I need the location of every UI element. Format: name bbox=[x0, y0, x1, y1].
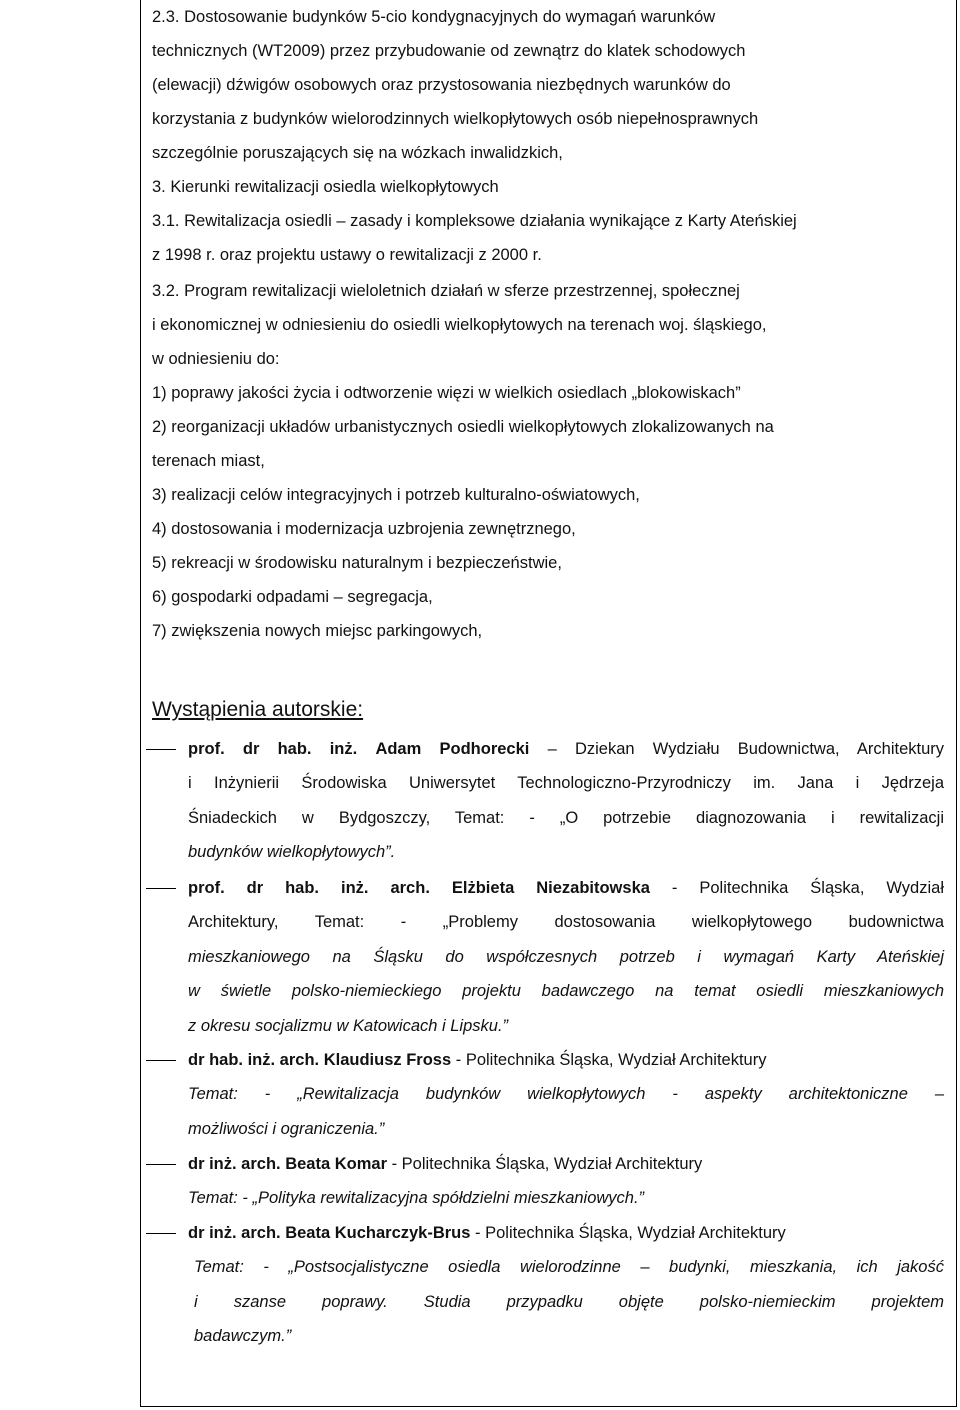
author-text-line: Śniadeckich w Bydgoszczy, Temat: - „O potrzebie diagnozowania i rewitalizacji bbox=[188, 808, 944, 827]
list-item: 6) gospodarki odpadami – segregacja, bbox=[152, 588, 433, 606]
author-text-line: budynków wielkopłytowych”. bbox=[188, 843, 396, 862]
list-item: 7) zwiększenia nowych miejsc parkingowych, bbox=[152, 622, 483, 640]
author-text-line: Temat: - „Polityka rewitalizacyjna spółdzielni mieszkaniowych.” bbox=[188, 1189, 645, 1208]
author-text-line: i Inżynierii Środowiska Uniwersytet Technologiczno-Przyrodniczy im. Jana i Jędrzeja bbox=[188, 774, 944, 793]
section-2-3-line: technicznych (WT2009) przez przybudowanie od zewnątrz do klatek schodowych bbox=[152, 42, 746, 60]
dash-bullet bbox=[146, 1233, 176, 1234]
author-text-line: w świetle polsko-niemieckiego projektu badawczego na temat osiedli mieszkaniowych bbox=[188, 982, 944, 1001]
section-3-1-line: 3.1. Rewitalizacja osiedli – zasady i kompleksowe działania wynikające z Karty Ateńskiej bbox=[152, 212, 797, 230]
author-title: dr inż. arch. bbox=[188, 1224, 281, 1242]
author-name: Elżbieta Niezabitowska bbox=[451, 879, 650, 897]
author-text-line: mieszkaniowego na Śląsku do współczesnych potrzeb i wymagań Karty Ateńskiej bbox=[188, 947, 944, 966]
author-entry bbox=[188, 871, 944, 1043]
section-3-2-line: 3.2. Program rewitalizacji wieloletnich działań w sferze przestrzennej, społecznej bbox=[152, 282, 740, 300]
author-entry bbox=[188, 732, 944, 870]
author-entry bbox=[188, 1043, 944, 1146]
author-entry bbox=[188, 1147, 944, 1216]
author-name: Beata Kucharczyk-Brus bbox=[285, 1224, 471, 1242]
author-header-line bbox=[188, 732, 944, 766]
section-3-title: 3. Kierunki rewitalizacji osiedla wielkopłytowych bbox=[152, 178, 499, 196]
author-title: dr inż. arch. bbox=[188, 1155, 281, 1173]
author-name: Beata Komar bbox=[285, 1155, 387, 1173]
section-3-2-line: i ekonomicznej w odniesieniu do osiedli wielkopłytowych na terenach woj. śląskiego, bbox=[152, 316, 767, 334]
author-affiliation: - Politechnika Śląska, Wydział Architektury bbox=[470, 1224, 786, 1242]
author-text-line: i szanse poprawy. Studia przypadku objęte polsko-niemieckim projektem bbox=[194, 1292, 944, 1311]
author-header-line bbox=[188, 871, 944, 905]
section-2-3-line: (elewacji) dźwigów osobowych oraz przystosowania niezbędnych warunków do bbox=[152, 76, 731, 94]
section-2-3-line: korzystania z budynków wielorodzinnych wielkopłytowych osób niepełnosprawnych bbox=[152, 110, 759, 128]
dash-bullet bbox=[146, 1060, 176, 1061]
list-item: 4) dostosowania i modernizacja uzbrojenia zewnętrznego, bbox=[152, 520, 576, 538]
author-text-line: Temat: - „Rewitalizacja budynków wielkopłytowych - aspekty architektoniczne – bbox=[188, 1085, 944, 1104]
author-title: prof. dr hab. inż. bbox=[188, 740, 358, 758]
table-border-bottom bbox=[140, 1406, 957, 1407]
list-item: 2) reorganizacji układów urbanistycznych osiedli wielkopłytowych zlokalizowanych na bbox=[152, 418, 774, 436]
list-item: 3) realizacji celów integracyjnych i potrzeb kulturalno-oświatowych, bbox=[152, 486, 640, 504]
table-border-right bbox=[956, 0, 957, 1407]
author-text-line: Architektury, Temat: - „Problemy dostosowania wielkopłytowego budownictwa bbox=[188, 913, 944, 932]
author-text-line: Temat: - „Postsocjalistyczne osiedla wielorodzinne – budynki, mieszkania, ich jakość bbox=[194, 1258, 944, 1277]
dash-bullet bbox=[146, 888, 176, 889]
author-name: Adam Podhorecki bbox=[375, 740, 530, 758]
list-item: terenach miast, bbox=[152, 452, 265, 470]
section-3-2-line: w odniesieniu do: bbox=[152, 350, 280, 368]
dash-bullet bbox=[146, 1164, 176, 1165]
list-item: 5) rekreacji w środowisku naturalnym i bezpieczeństwie, bbox=[152, 554, 562, 572]
author-header-line bbox=[188, 1216, 944, 1250]
section-3-1-line: z 1998 r. oraz projektu ustawy o rewitalizacji z 2000 r. bbox=[152, 246, 542, 264]
author-header-line bbox=[188, 1147, 944, 1181]
speeches-heading: Wystąpienia autorskie: bbox=[152, 698, 364, 721]
author-affiliation: – Dziekan Wydziału Budownictwa, Architektury bbox=[529, 740, 945, 758]
author-entry bbox=[188, 1216, 944, 1354]
author-title: dr hab. inż. arch. bbox=[188, 1051, 320, 1069]
author-text-line: z okresu socjalizmu w Katowicach i Lipsku.” bbox=[188, 1016, 509, 1035]
author-affiliation: - Politechnika Śląska, Wydział bbox=[649, 879, 944, 897]
author-affiliation: - Politechnika Śląska, Wydział Architektury bbox=[387, 1155, 703, 1173]
author-header-line bbox=[188, 1043, 944, 1077]
dash-bullet bbox=[146, 749, 176, 750]
list-item: 1) poprawy jakości życia i odtworzenie więzi w wielkich osiedlach „blokowiskach” bbox=[152, 384, 741, 402]
table-border-left bbox=[140, 0, 141, 1407]
author-text-line: możliwości i ograniczenia.” bbox=[188, 1119, 385, 1138]
section-2-3-line: 2.3. Dostosowanie budynków 5-cio kondygnacyjnych do wymagań warunków bbox=[152, 8, 716, 26]
author-affiliation: - Politechnika Śląska, Wydział Architektury bbox=[451, 1051, 767, 1069]
author-name: Klaudiusz Fross bbox=[323, 1051, 452, 1069]
section-2-3-line: szczególnie poruszających się na wózkach inwalidzkich, bbox=[152, 144, 563, 162]
author-text-line: badawczym.” bbox=[194, 1327, 292, 1346]
author-title: prof. dr hab. inż. arch. bbox=[188, 879, 430, 897]
